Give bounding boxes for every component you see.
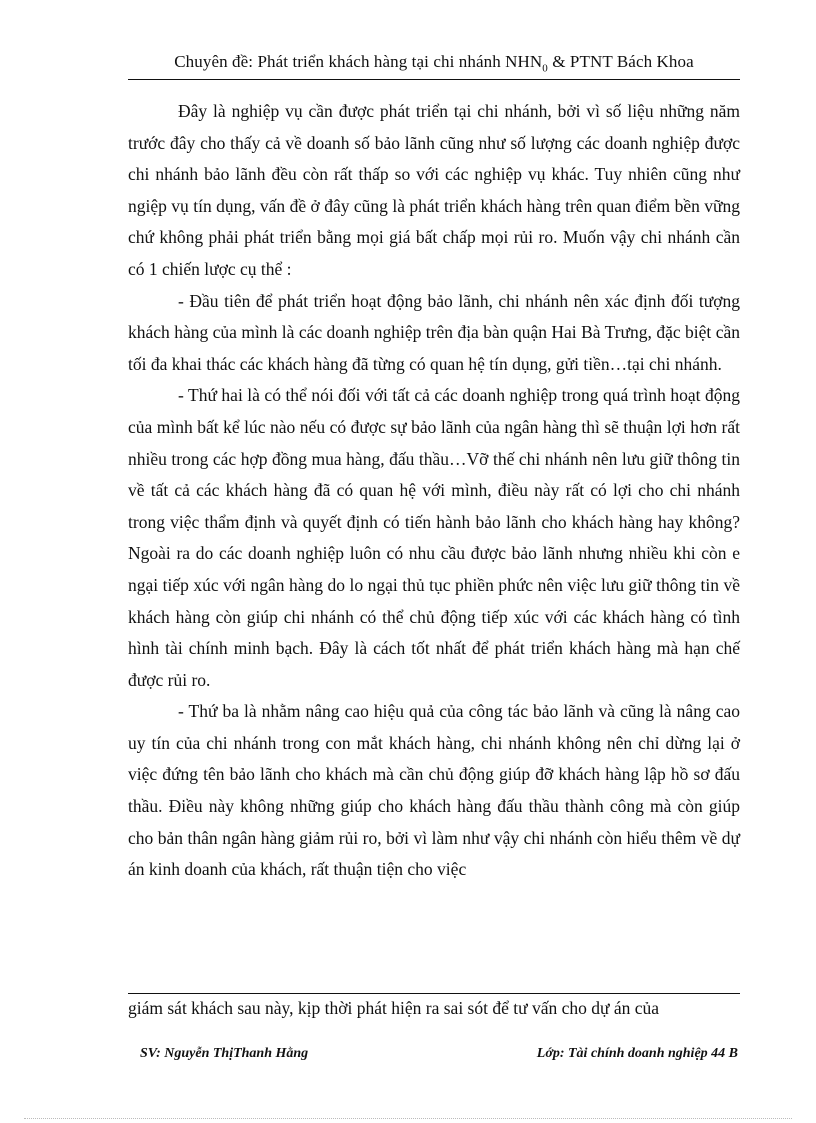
paragraph-second-point: - Thứ hai là có thể nói đối với tất cả các doanh nghiệp trong quá trình hoạt động của mình bất kể lúc nào nếu có được sự bảo lãnh của ngân hàng thì sẽ thuận lợi hơn rất nhiều trong các hợp đồng mua hàng, đấu thầu…Vỡ thế chi nhánh nên lưu giữ thông tin về tất cả các khách hàng đã có quan hệ với mình, điều này rất có lợi cho chi nhánh trong việc thẩm định và quyết định có tiến hành bảo lãnh cho khách hàng hay không? Ngoài ra do các doanh nghiệp luôn có nhu cầu được bảo lãnh nhưng nhiều khi còn e ngại tiếp xúc với ngân hàng do lo ngại thủ tục phiền phức nên việc lưu giữ thông tin về khách hàng còn giúp chi nhánh có thể chủ động tiếp xúc với các khách hàng có tình hình tài chính minh bạch. Đây là cách tốt nhất để phát triển khách hàng mà hạn chế được rủi ro. bbox=[128, 385, 740, 690]
footer-rule bbox=[128, 993, 740, 994]
page-header bbox=[128, 52, 740, 74]
footer-student: SV: Nguyễn ThịThanh Hằng bbox=[140, 1046, 309, 1061]
footer-class: Lớp: Tài chính doanh nghiệp 44 B bbox=[536, 1046, 738, 1061]
header-title-suffix: & PTNT Bách Khoa bbox=[547, 52, 694, 71]
page-bottom-border bbox=[24, 1118, 792, 1119]
paragraph-third-point: - Thứ ba là nhằm nâng cao hiệu quả của công tác bảo lãnh và cũng là nâng cao uy tín của chi nhánh trong con mắt khách hàng, chi nhánh không nên chỉ dừng lại ở việc đứng tên bảo lãnh cho khách mà cần chủ động giúp đỡ khách hàng lập hồ sơ đấu thầu. Điều này không những giúp cho khách hàng đấu thầu thành công mà còn giúp cho bản thân ngân hàng giảm rủi ro, bởi vì làm như vậy chi nhánh còn hiểu thêm về dự án kinh doanh của khách, rất thuận tiện cho việc bbox=[128, 701, 740, 880]
header-title: Chuyên đề: Phát triển khách hàng tại chi nhánh NHN bbox=[174, 52, 543, 71]
continuation-line: giám sát khách sau này, kịp thời phát hiện ra sai sót để tư vấn cho dự án của bbox=[128, 998, 660, 1018]
document-body bbox=[128, 96, 740, 886]
header-rule bbox=[128, 79, 740, 80]
paragraph-first-point: - Đầu tiên để phát triển hoạt động bảo lãnh, chi nhánh nên xác định đối tượng khách hàng của mình là các doanh nghiệp trên địa bàn quận Hai Bà Trưng, đặc biệt cần tối đa khai thác các khách hàng đã từng có quan hệ tín dụng, gửi tiền…tại chi nhánh. bbox=[128, 290, 740, 374]
paragraph-intro: Đây là nghiệp vụ cần được phát triển tại chi nhánh, bởi vì số liệu những năm trước đây cho thấy cả về doanh số bảo lãnh cũng như số lượng các doanh nghiệp được chi nhánh bảo lãnh đều còn rất thấp so với các nghiệp vụ khác. Tuy nhiên cũng như ngiệp vụ tín dụng, vấn đề ở đây cũng là phát triển khách hàng trên quan điểm bền vững chứ không phải phát triển bằng mọi giá bất chấp mọi rủi ro. Muốn vậy chi nhánh cần có 1 chiến lược cụ thể : bbox=[128, 101, 740, 279]
header-subscript: 0 bbox=[542, 62, 548, 75]
